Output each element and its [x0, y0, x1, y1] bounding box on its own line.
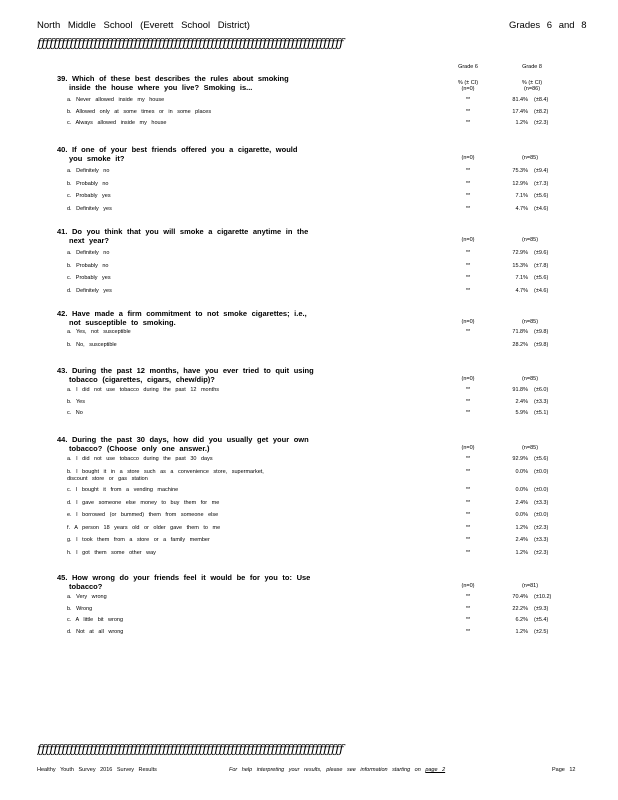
- grade6-value: **: [465, 499, 471, 506]
- grade6-value: **: [465, 398, 471, 405]
- grade8-percent: 4.7%: [515, 287, 528, 294]
- grade8-percent: 71.8%: [512, 329, 528, 335]
- grade6-value: **: [465, 456, 471, 462]
- confidence-interval: (±10.2): [534, 594, 552, 600]
- grade8-percent: 72.9%: [512, 250, 528, 256]
- question-line-2: inside the house where you live? Smoking is...: [69, 82, 253, 92]
- confidence-interval: (±9.4): [534, 168, 549, 174]
- grade8-percent: 4.7%: [515, 205, 528, 212]
- grade8-percent: 1.2%: [515, 549, 528, 556]
- grade6-value: **: [465, 387, 471, 393]
- grade6-value: **: [465, 410, 471, 416]
- confidence-interval: (±8.2): [534, 108, 549, 115]
- header-rule: ƒƒƒƒƒƒƒƒƒƒƒƒƒƒƒƒƒƒƒƒƒƒƒƒƒƒƒƒƒƒƒƒƒƒƒƒƒƒƒƒƒƒƒƒƒƒƒƒƒƒƒƒƒƒƒƒƒƒƒƒƒƒƒƒƒƒƒƒƒƒƒƒƒƒƒƒ: [37, 35, 344, 50]
- answer-option: a. Never allowed inside my house: [67, 97, 165, 103]
- grade6-value: **: [465, 549, 471, 556]
- grade6-value: **: [465, 512, 471, 518]
- grade6-value: **: [465, 594, 471, 600]
- grade8-n: (n=81): [521, 583, 539, 589]
- answer-option: g. I took them from a store or a family member: [67, 537, 210, 543]
- question-line-2: tobacco? (Choose only one answer.): [69, 443, 210, 453]
- grade8-column-sub: % (± CI): [521, 80, 543, 86]
- grade6-n: (n=0): [461, 445, 475, 451]
- grade8-percent: 81.4%: [512, 97, 528, 103]
- answer-option: c. Probably yes: [67, 193, 111, 199]
- grade8-n: (n=85): [521, 155, 539, 161]
- grade6-value: **: [465, 628, 471, 635]
- confidence-interval: (±2.5): [534, 628, 549, 635]
- grade6-value: **: [465, 262, 471, 269]
- question-text: [57, 574, 310, 591]
- answer-option: d. Definitely yes: [67, 205, 112, 212]
- grade8-percent: 17.4%: [512, 108, 528, 115]
- grade8-percent: 92.9%: [512, 456, 528, 462]
- answer-option: d. I gave someone else money to buy them for me: [67, 499, 220, 506]
- grade6-column-sub: % (± CI): [457, 80, 479, 86]
- grade6-value: **: [465, 617, 471, 623]
- grade8-n: (n=85): [521, 376, 539, 382]
- confidence-interval: (±2.3): [534, 120, 549, 126]
- grade8-column-title: Grade 8: [522, 64, 542, 70]
- question-line-1: 40. If one of your best friends offered you a cigarette, would: [57, 145, 298, 154]
- question-line-2: next year?: [69, 235, 110, 245]
- grade6-value: **: [465, 108, 471, 115]
- answer-option: b. Probably no: [67, 180, 109, 187]
- grade6-value: **: [465, 524, 471, 531]
- grade8-n: (n=85): [521, 319, 539, 325]
- grade8-percent: 7.1%: [515, 275, 528, 281]
- confidence-interval: (±0.0): [534, 512, 549, 518]
- answer-option: e. I borrowed (or bummed) them from someone else: [67, 512, 219, 518]
- grade8-percent: 75.3%: [512, 168, 528, 174]
- grades-label: Grades 6 and 8: [509, 20, 587, 31]
- confidence-interval: (±4.6): [534, 287, 549, 294]
- question-line-2: tobacco?: [69, 581, 103, 591]
- confidence-interval: (±5.4): [534, 617, 549, 623]
- answer-option: b. I bought it in a store such as a convenience store, supermarket,: [67, 468, 264, 475]
- grade6-value: **: [465, 275, 471, 281]
- confidence-interval: (±5.6): [534, 193, 549, 199]
- answer-option: a. Very wrong: [67, 594, 107, 600]
- answer-option: a. I did not use tobacco during the past 30 days: [67, 456, 213, 462]
- confidence-interval: (±2.3): [534, 524, 549, 531]
- question-text: [57, 228, 308, 245]
- confidence-interval: (±7.3): [534, 180, 549, 187]
- grade8-n: (n=85): [521, 445, 539, 451]
- footer-survey-title: Healthy Youth Survey 2016 Survey Results: [37, 767, 157, 773]
- footer-rule: ƒƒƒƒƒƒƒƒƒƒƒƒƒƒƒƒƒƒƒƒƒƒƒƒƒƒƒƒƒƒƒƒƒƒƒƒƒƒƒƒƒƒƒƒƒƒƒƒƒƒƒƒƒƒƒƒƒƒƒƒƒƒƒƒƒƒƒƒƒƒƒƒƒƒƒƒ: [37, 741, 344, 756]
- grade6-n: (n=0): [461, 376, 475, 382]
- grade6-value: **: [465, 250, 471, 256]
- question-line-1: 39. Which of these best describes the rules about smoking: [57, 74, 289, 83]
- grade6-value: **: [465, 487, 471, 493]
- confidence-interval: (±4.6): [534, 205, 549, 212]
- confidence-interval: (±0.0): [534, 487, 549, 493]
- grade6-value: **: [465, 329, 471, 335]
- question-text: [57, 310, 307, 327]
- answer-option: b. No, susceptible: [67, 341, 117, 348]
- grade8-n: (n=85): [521, 237, 539, 243]
- grade6-value: **: [465, 120, 471, 126]
- grade8-percent: 2.4%: [515, 499, 528, 506]
- confidence-interval: (±9.6): [534, 250, 549, 256]
- answer-option: c. Probably yes: [67, 275, 111, 281]
- grade8-percent: 28.2%: [512, 341, 528, 348]
- answer-option: a. I did not use tobacco during the past 12 months: [67, 387, 219, 393]
- confidence-interval: (±3.3): [534, 499, 549, 506]
- grade8-percent: 15.3%: [512, 262, 528, 269]
- question-line-2: you smoke it?: [69, 153, 125, 163]
- grade8-percent: 1.2%: [515, 524, 528, 531]
- confidence-interval: (±2.3): [534, 549, 549, 556]
- confidence-interval: (±9.8): [534, 341, 549, 348]
- grade8-percent: 2.4%: [515, 537, 528, 543]
- grade8-percent: 1.2%: [515, 628, 528, 635]
- footer-help-prefix: For help interpreting your results, please see information starting on: [229, 767, 421, 773]
- grade8-percent: 2.4%: [515, 398, 528, 405]
- grade6-n: (n=0): [461, 319, 475, 325]
- page-2-link[interactable]: page 2: [425, 767, 446, 773]
- answer-option: c. A little bit wrong: [67, 617, 124, 623]
- answer-option: h. I got them some other way: [67, 549, 156, 556]
- grade6-value: **: [465, 205, 471, 212]
- grade6-value: **: [465, 537, 471, 543]
- confidence-interval: (±3.3): [534, 398, 549, 405]
- grade6-value: **: [465, 193, 471, 199]
- grade8-percent: 12.9%: [512, 180, 528, 187]
- grade6-n: (n=0): [461, 155, 475, 161]
- confidence-interval: (±5.1): [534, 410, 549, 416]
- grade8-percent: 6.2%: [515, 617, 528, 623]
- question-line-1: 44. During the past 30 days, how did you usually get your own: [57, 435, 309, 444]
- grade8-percent: 0.0%: [515, 487, 528, 493]
- grade6-value: **: [465, 287, 471, 294]
- grade8-percent: 0.0%: [515, 512, 528, 518]
- question-text: [57, 367, 314, 384]
- grade6-value: **: [465, 605, 471, 612]
- question-text: [57, 75, 289, 92]
- answer-option: c. No: [67, 410, 83, 416]
- grade8-percent: 22.2%: [512, 605, 528, 612]
- confidence-interval: (±8.4): [534, 97, 549, 103]
- grade6-value: **: [465, 97, 471, 103]
- question-line-1: 43. During the past 12 months, have you ever tried to quit using: [57, 366, 314, 375]
- grade6-n: (n=0): [461, 237, 475, 243]
- answer-option: d. Definitely yes: [67, 287, 112, 294]
- answer-option: a. Definitely no: [67, 250, 110, 256]
- answer-option: b. Allowed only at some times or in some places: [67, 108, 212, 115]
- grade6-column-title: Grade 6: [458, 64, 478, 70]
- confidence-interval: (±3.3): [534, 537, 549, 543]
- grade8-percent: 7.1%: [515, 193, 528, 199]
- confidence-interval: (±0.0): [534, 468, 549, 475]
- confidence-interval: (±5.6): [534, 275, 549, 281]
- answer-option: b. Yes: [67, 398, 85, 405]
- grade8-percent: 5.9%: [515, 410, 528, 416]
- answer-option: d. Not at all wrong: [67, 628, 124, 635]
- answer-option-continued: discount store or gas station: [67, 475, 148, 482]
- grade8-percent: 0.0%: [515, 468, 528, 475]
- footer-help-text: [229, 767, 445, 773]
- confidence-interval: (±7.8): [534, 262, 549, 269]
- answer-option: b. Probably no: [67, 262, 109, 269]
- confidence-interval: (±5.6): [534, 456, 549, 462]
- confidence-interval: (±9.8): [534, 329, 549, 335]
- grade8-percent: 70.4%: [512, 594, 528, 600]
- school-title: North Middle School (Everett School District): [37, 20, 250, 31]
- confidence-interval: (±9.3): [534, 605, 549, 612]
- answer-option: a. Definitely no: [67, 168, 110, 174]
- answer-option: f. A person 18 years old or older gave them to me: [67, 524, 221, 531]
- answer-option: c. Always allowed inside my house: [67, 120, 167, 126]
- question-line-1: 41. Do you think that you will smoke a cigarette anytime in the: [57, 227, 309, 236]
- question-text: [57, 436, 309, 453]
- question-line-2: not susceptible to smoking.: [69, 317, 176, 327]
- answer-option: a. Yes, not susceptible: [67, 329, 131, 335]
- grade6-column-n: (n=0): [461, 86, 475, 92]
- grade8-percent: 1.2%: [515, 120, 528, 126]
- answer-option: c. I bought it from a vending machine: [67, 487, 179, 493]
- answer-option: b. Wrong: [67, 605, 93, 612]
- grade6-n: (n=0): [461, 583, 475, 589]
- grade6-value: **: [465, 468, 471, 475]
- question-line-2: tobacco (cigarettes, cigars, chew/dip)?: [69, 374, 215, 384]
- page-number: Page 12: [552, 767, 576, 773]
- question-text: [57, 146, 297, 163]
- grade8-column-n: (n=86): [523, 86, 541, 92]
- question-line-1: 45. How wrong do your friends feel it would be for you to: Use: [57, 573, 311, 582]
- confidence-interval: (±6.0): [534, 387, 549, 393]
- question-line-1: 42. Have made a firm commitment to not smoke cigarettes; i.e.,: [57, 309, 307, 318]
- grade6-value: **: [465, 168, 471, 174]
- grade6-value: **: [465, 180, 471, 187]
- grade8-percent: 91.8%: [512, 387, 528, 393]
